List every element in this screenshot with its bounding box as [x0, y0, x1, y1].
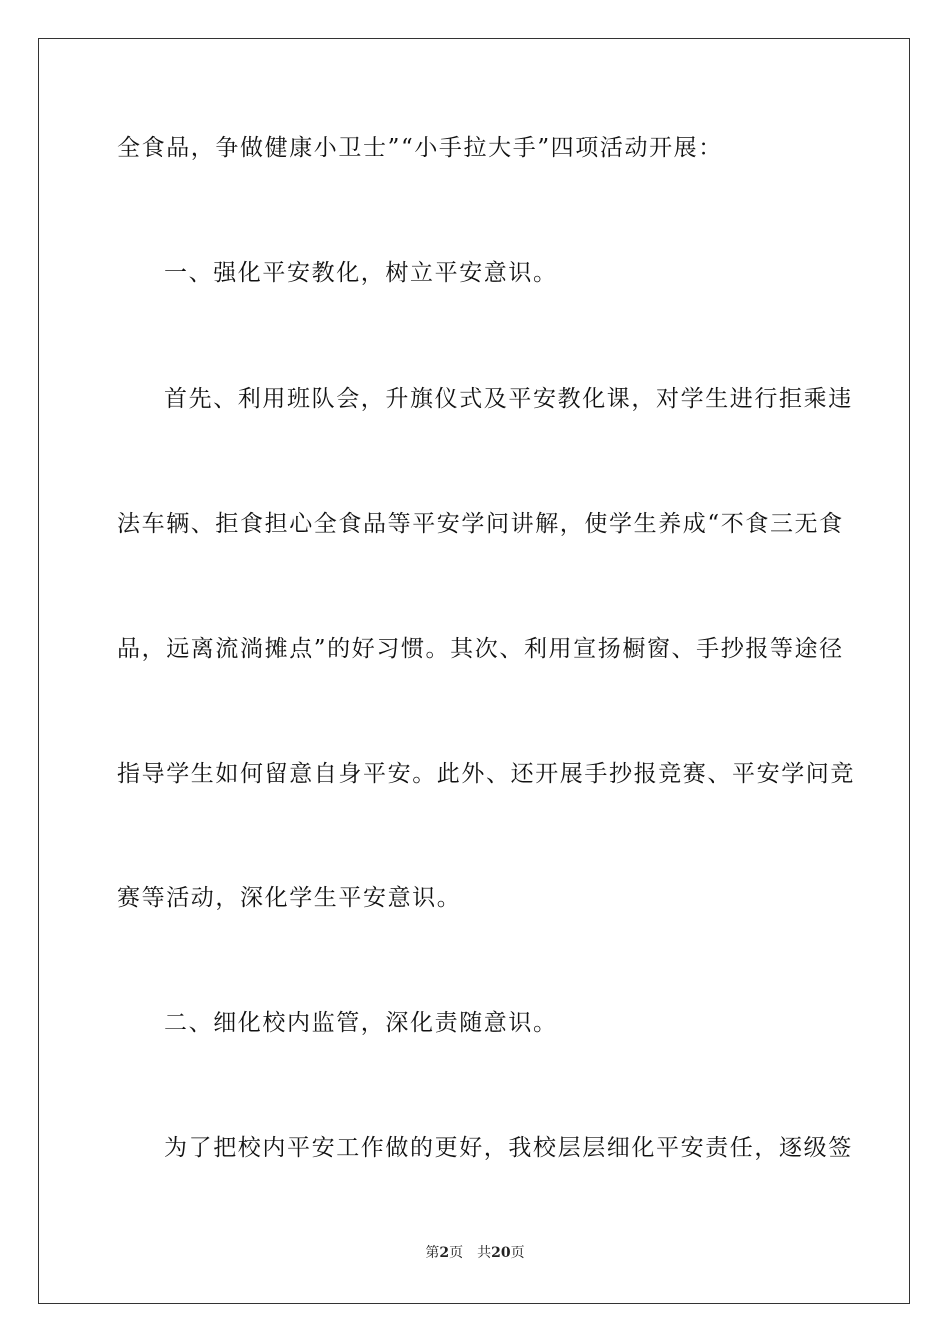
body-text-line: 法车辆、拒食担心全食品等平安学问讲解，使学生养成“不食三无食: [117, 511, 844, 537]
section-heading: 一、强化平安教化，树立平安意识。: [164, 260, 558, 286]
section-heading: 二、细化校内监管，深化责随意识。: [164, 1010, 558, 1036]
page-number: 2: [439, 1245, 450, 1261]
page-suffix: 页: [449, 1245, 464, 1261]
body-text-line: 赛等活动，深化学生平安意识。: [117, 885, 462, 911]
page-prefix: 第: [425, 1245, 440, 1261]
total-pages: 20: [491, 1245, 511, 1261]
body-text-line: 指导学生如何留意自身平安。此外、还开展手抄报竞赛、平安学问竞: [117, 761, 855, 787]
total-suffix: 页: [510, 1245, 525, 1261]
total-prefix: 共: [477, 1245, 492, 1261]
body-text-line: 首先、利用班队会，升旗仪式及平安教化课，对学生进行拒乘违: [164, 386, 853, 412]
page-frame: [38, 38, 910, 1304]
body-text-line: 全食品，争做健康小卫士”“小手拉大手”四项活动开展：: [117, 135, 723, 161]
body-text-line: 为了把校内平安工作做的更好，我校层层细化平安责任，逐级签: [164, 1135, 853, 1161]
body-text-line: 品，远离流淌摊点”的好习惯。其次、利用宣扬橱窗、手抄报等途径: [117, 636, 844, 662]
page-footer: [0, 1243, 950, 1263]
